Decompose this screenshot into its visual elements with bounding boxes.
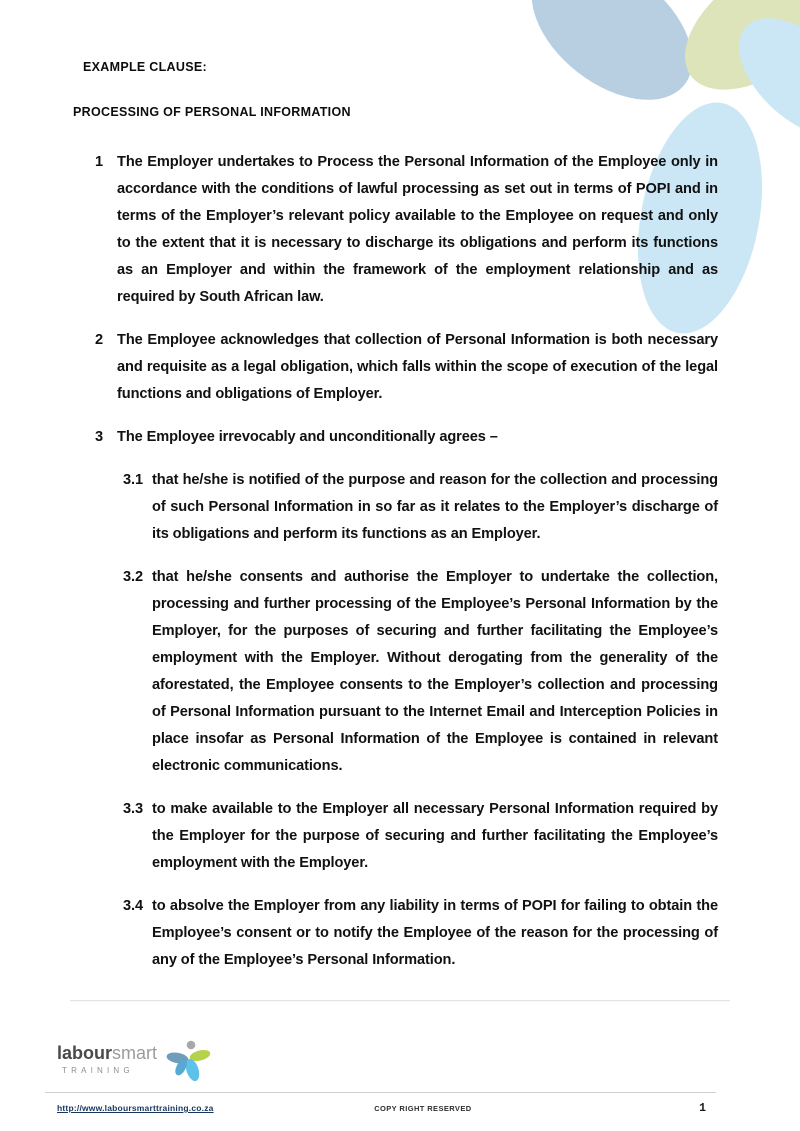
subclause-3-2-number: 3.2 (123, 569, 143, 585)
logo-word-smart: smart (112, 1043, 158, 1063)
page-footer (45, 1092, 716, 1116)
clause-2-text: The Employee acknowledges that collection of Personal Information is both necessary and requisite as a legal obligation, which falls within the scope of execution of the legal functions and obligations of Employer. (117, 332, 718, 402)
subclause-3-1-text: that he/she is notified of the purpose and reason for the collection and processing of such Personal Information in so far as it relates to the Employer’s discharge of its obligations and perform its functions as an Employer. (152, 472, 718, 542)
heading-example-clause: EXAMPLE CLAUSE: (83, 60, 207, 74)
clause-3 (72, 424, 718, 451)
clause-1-text: The Employer undertakes to Process the Personal Information of the Employee only in accordance with the conditions of lawful processing as set out in terms of POPI and in terms of the Employer’s relevant policy available to the Employee on request and only to the extent that it is necessary to discharge its obligations and perform its functions as an Employer and within the framework of the employment relationship and as required by South African law. (117, 154, 718, 305)
subclause-3-4-text: to absolve the Employer from any liability in terms of POPI for failing to obtain the Employee’s consent or to notify the Employee of the reason for the processing of any of the Employee’s Personal Information. (152, 898, 718, 968)
clause-2-number: 2 (95, 332, 104, 348)
logo-icon-head (187, 1041, 196, 1050)
subclause-3-3-text: to make available to the Employer all necessary Personal Information required by the Employer for the purpose of securing and further facilitating the Employee’s employment with the Employer. (152, 801, 718, 871)
clause-3-text: The Employee irrevocably and unconditionally agrees – (117, 429, 498, 445)
footer-url-link[interactable]: http://www.laboursmarttraining.co.za (57, 1103, 214, 1113)
subclause-3-3 (123, 796, 718, 877)
subclause-3-2 (123, 564, 718, 780)
logo-tagline-training: TRAINING (62, 1066, 134, 1075)
clause-1-number: 1 (95, 154, 104, 170)
footer-copyright: COPY RIGHT RESERVED (374, 1104, 472, 1113)
subclause-3-3-number: 3.3 (123, 801, 143, 817)
heading-processing-title: PROCESSING OF PERSONAL INFORMATION (73, 105, 351, 119)
subclause-3-4 (123, 893, 718, 974)
subclause-3-1 (123, 467, 718, 548)
subclause-3-2-text: that he/she consents and authorise the Employer to undertake the collection, processing and further processing of the Employee’s Personal Information by the Employer, for the purposes of securing and further facilitating the Employee’s employment with the Employer. Without derogating from the generality of the aforestated, the Employee consents to the Employer’s collection and processing of Personal Information pursuant to the Internet Email and Interception Policies in place insofar as Personal Information of the Employee is contained in relevant electronic communications. (152, 569, 718, 774)
laboursmart-logo (57, 1043, 212, 1087)
subclause-list (123, 467, 718, 974)
subclause-3-1-number: 3.1 (123, 472, 143, 488)
clause-1 (72, 149, 718, 311)
content-footer-divider (70, 1000, 730, 1001)
subclause-3-4-number: 3.4 (123, 898, 143, 914)
clause-2 (72, 327, 718, 408)
clause-3-number: 3 (95, 429, 104, 445)
laboursmart-logo-text (57, 1043, 157, 1075)
footer-page-number: 1 (699, 1102, 706, 1115)
footer-left-zone (45, 1098, 374, 1116)
laboursmart-wordmark (57, 1043, 157, 1063)
clause-list (72, 149, 718, 974)
butterfly-logo-icon (166, 1039, 212, 1087)
logo-word-labour: labour (57, 1043, 113, 1063)
